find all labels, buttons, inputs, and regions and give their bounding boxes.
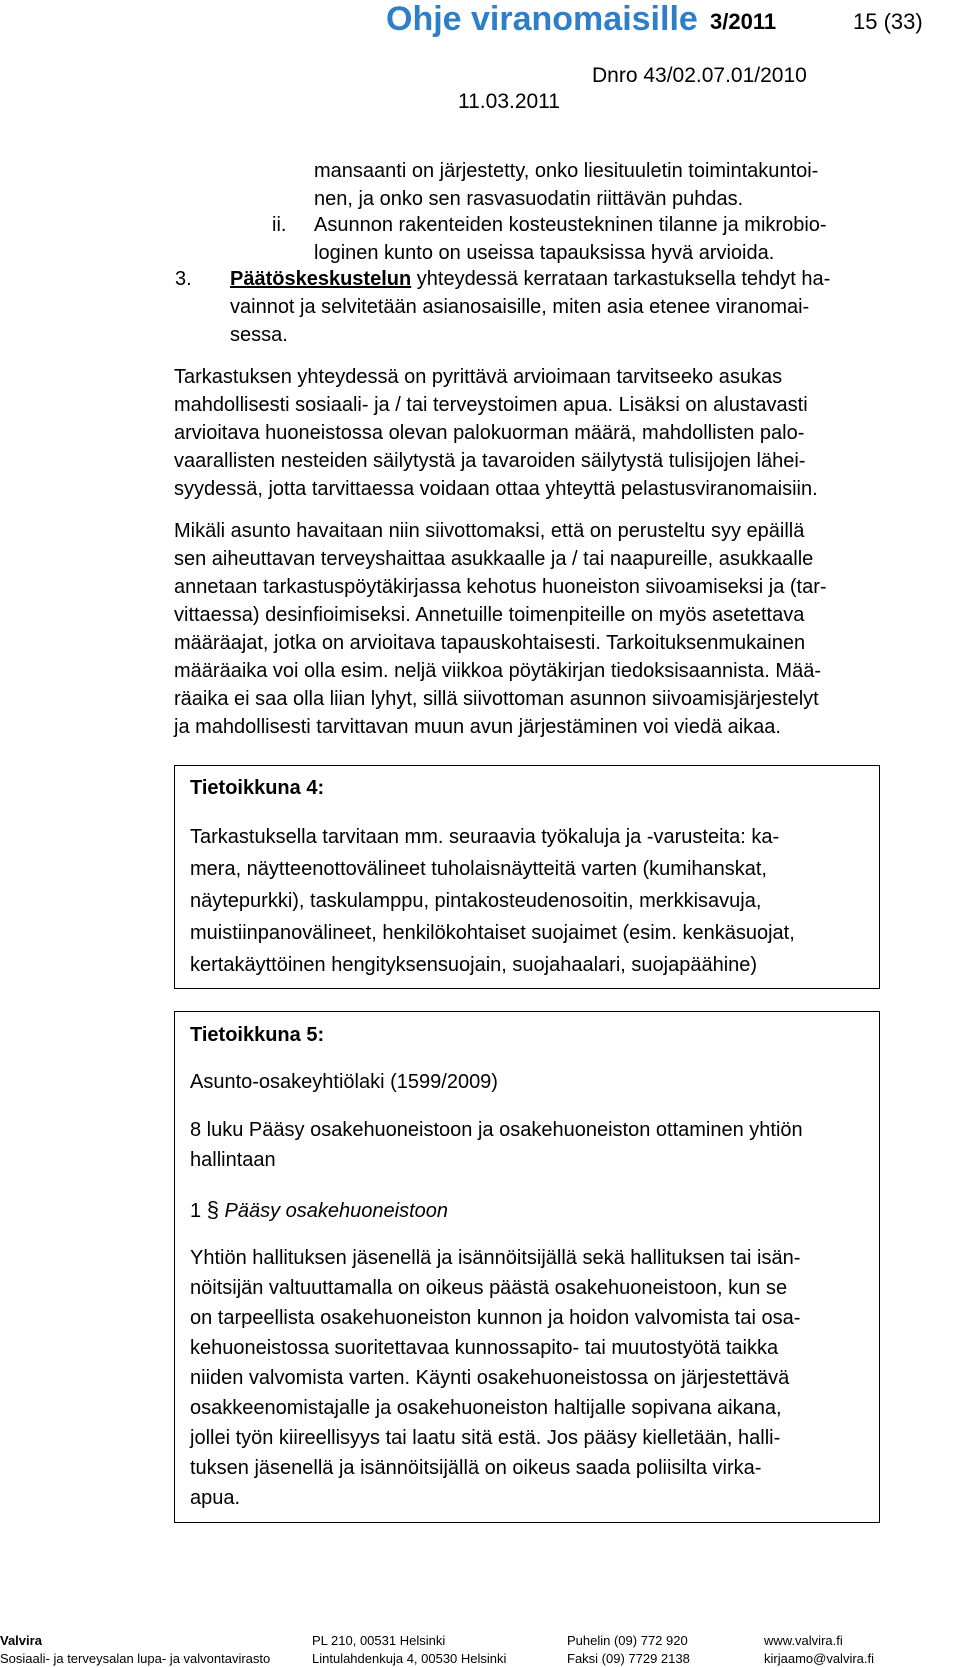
list-item-ii-line: loginen kunto on useissa tapauksissa hyvä arvioida. bbox=[314, 242, 775, 264]
document-date: 11.03.2011 bbox=[458, 90, 560, 113]
paragraph-1-line: arvioitava huoneistossa olevan palokuorman määrä, mahdollisten palo- bbox=[174, 422, 805, 444]
footer-postal-address: PL 210, 00531 Helsinki bbox=[312, 1633, 446, 1648]
info-box-5-heading: Tietoikkuna 5: bbox=[190, 1024, 325, 1046]
footer-phone: Puhelin (09) 772 920 bbox=[567, 1633, 688, 1648]
list-item-3-text: yhteydessä kerrataan tarkastuksella tehdyt ha- bbox=[411, 268, 831, 290]
footer-street-address: Lintulahdenkuja 4, 00530 Helsinki bbox=[312, 1651, 507, 1666]
law-title: Asunto-osakeyhtiölaki (1599/2009) bbox=[190, 1071, 498, 1093]
info-box-4-line: kertakäyttöinen hengityksensuojain, suojahaalari, suojapäähine) bbox=[190, 954, 758, 976]
footer-fax: Faksi (09) 7729 2138 bbox=[567, 1651, 690, 1666]
record-number: Dnro 43/02.07.01/2010 bbox=[592, 64, 807, 87]
section-heading bbox=[190, 1197, 448, 1223]
chapter-title-line: 8 luku Pääsy osakehuoneistoon ja osakehuoneiston ottaminen yhtiön bbox=[190, 1119, 803, 1141]
section-body-line: on tarpeellista osakehuoneiston kunnon ja hoidon valvomista tai osa- bbox=[190, 1307, 801, 1329]
info-box-4-line: muistiinpanovälineet, henkilökohtaiset suojaimet (esim. kenkäsuojat, bbox=[190, 922, 795, 944]
list-marker-3: 3. bbox=[175, 268, 192, 290]
paragraph-2-line: sen aiheuttavan terveyshaittaa asukkaalle ja / tai naapureille, asukkaalle bbox=[174, 548, 814, 570]
issue-number: 3/2011 bbox=[710, 9, 777, 34]
list-continuation-line: nen, ja onko sen rasvasuodatin riittävän puhdas. bbox=[314, 188, 744, 210]
paragraph-1-line: vaarallisten nesteiden säilytystä ja tavaroiden säilytystä tulisijojen lähei- bbox=[174, 450, 806, 472]
paragraph-1-line: syydessä, jotta tarvittaessa voidaan ottaa yhteyttä pelastusviranomaisiin. bbox=[174, 478, 818, 500]
chapter-title-line: hallintaan bbox=[190, 1149, 276, 1171]
section-number: 1 bbox=[190, 1200, 202, 1222]
footer-org: Valvira bbox=[0, 1633, 42, 1648]
section-body-line: Yhtiön hallituksen jäsenellä ja isännöitsijällä sekä hallituksen tai isän- bbox=[190, 1247, 801, 1269]
info-box-4 bbox=[174, 765, 880, 989]
section-body-line: jollei työn kiireellisyys tai laatu sitä estä. Jos pääsy kielletään, halli- bbox=[190, 1427, 781, 1449]
footer-org-full: Sosiaali- ja terveysalan lupa- ja valvontavirasto bbox=[0, 1651, 271, 1666]
info-box-4-heading: Tietoikkuna 4: bbox=[190, 777, 325, 799]
document-title: Ohje viranomaisille bbox=[386, 0, 698, 38]
list-continuation-line: mansaanti on järjestetty, onko liesituuletin toimintakuntoi- bbox=[314, 160, 819, 182]
section-sign: § bbox=[206, 1197, 219, 1222]
info-box-4-line: näytepurkki), taskulamppu, pintakosteudenosoitin, merkkisavuja, bbox=[190, 890, 762, 912]
paragraph-1-line: mahdollisesti sosiaali- ja / tai terveystoimen apua. Lisäksi on alustavasti bbox=[174, 394, 808, 416]
paragraph-2-line: ja mahdollisesti tarvittavan muun avun järjestäminen voi viedä aikaa. bbox=[174, 716, 781, 738]
section-body-line: osakkeenomistajalle ja osakehuoneiston haltijalle sopivana aikana, bbox=[190, 1397, 782, 1419]
info-box-4-line: Tarkastuksella tarvitaan mm. seuraavia työkaluja ja -varusteita: ka- bbox=[190, 826, 780, 848]
info-box-5 bbox=[174, 1011, 880, 1523]
info-box-4-line: mera, näytteenottovälineet tuholaisnäytteitä varten (kumihanskat, bbox=[190, 858, 767, 880]
page-number: 15 (33) bbox=[853, 9, 923, 34]
section-body-line: niiden valvomista varten. Käynti osakehuoneistossa on järjestettävä bbox=[190, 1367, 790, 1389]
list-item-3-line: vainnot ja selvitetään asianosaisille, miten asia etenee viranomai- bbox=[230, 296, 810, 318]
section-body-line: nöitsijän valtuuttamalla on oikeus päästä osakehuoneistoon, kun se bbox=[190, 1277, 788, 1299]
footer-email-link[interactable]: kirjaamo@valvira.fi bbox=[764, 1651, 874, 1666]
paragraph-2-line: räaika ei saa olla liian lyhyt, sillä siivottoman asunnon siivoamisjärjestelyt bbox=[174, 688, 819, 710]
paragraph-1-line: Tarkastuksen yhteydessä on pyrittävä arvioimaan tarvitseeko asukas bbox=[174, 366, 783, 388]
section-body-line: tuksen jäsenellä ja isännöitsijällä on oikeus saada poliisilta virka- bbox=[190, 1457, 762, 1479]
list-marker-ii: ii. bbox=[272, 214, 287, 236]
paragraph-2-line: vittaessa) desinfioimiseksi. Annetuille toimenpiteille on myös asetettava bbox=[174, 604, 805, 626]
paragraph-2-line: Mikäli asunto havaitaan niin siivottomaksi, että on perusteltu syy epäillä bbox=[174, 520, 805, 542]
footer-website-link[interactable]: www.valvira.fi bbox=[764, 1633, 843, 1648]
paragraph-2-line: annetaan tarkastuspöytäkirjassa kehotus huoneiston siivoamiseksi ja (tar- bbox=[174, 576, 827, 598]
list-item-3-keyword: Päätöskeskustelun bbox=[230, 268, 412, 290]
section-title: Pääsy osakehuoneistoon bbox=[224, 1200, 448, 1222]
section-body-line: kehuoneistossa suoritettavaa kunnossapito- tai muutostyötä taikka bbox=[190, 1337, 779, 1359]
list-item-ii-line: Asunnon rakenteiden kosteustekninen tilanne ja mikrobio- bbox=[314, 214, 827, 236]
list-item-3-line bbox=[230, 265, 830, 293]
section-body-line: apua. bbox=[190, 1487, 241, 1509]
list-item-3-line: sessa. bbox=[230, 324, 288, 346]
paragraph-2-line: määräaika voi olla esim. neljä viikkoa pöytäkirjan tiedoksisaannista. Mää- bbox=[174, 660, 821, 682]
paragraph-2-line: määräajat, jotka on arvioitava tapauskohtaisesti. Tarkoituksenmukainen bbox=[174, 632, 806, 654]
